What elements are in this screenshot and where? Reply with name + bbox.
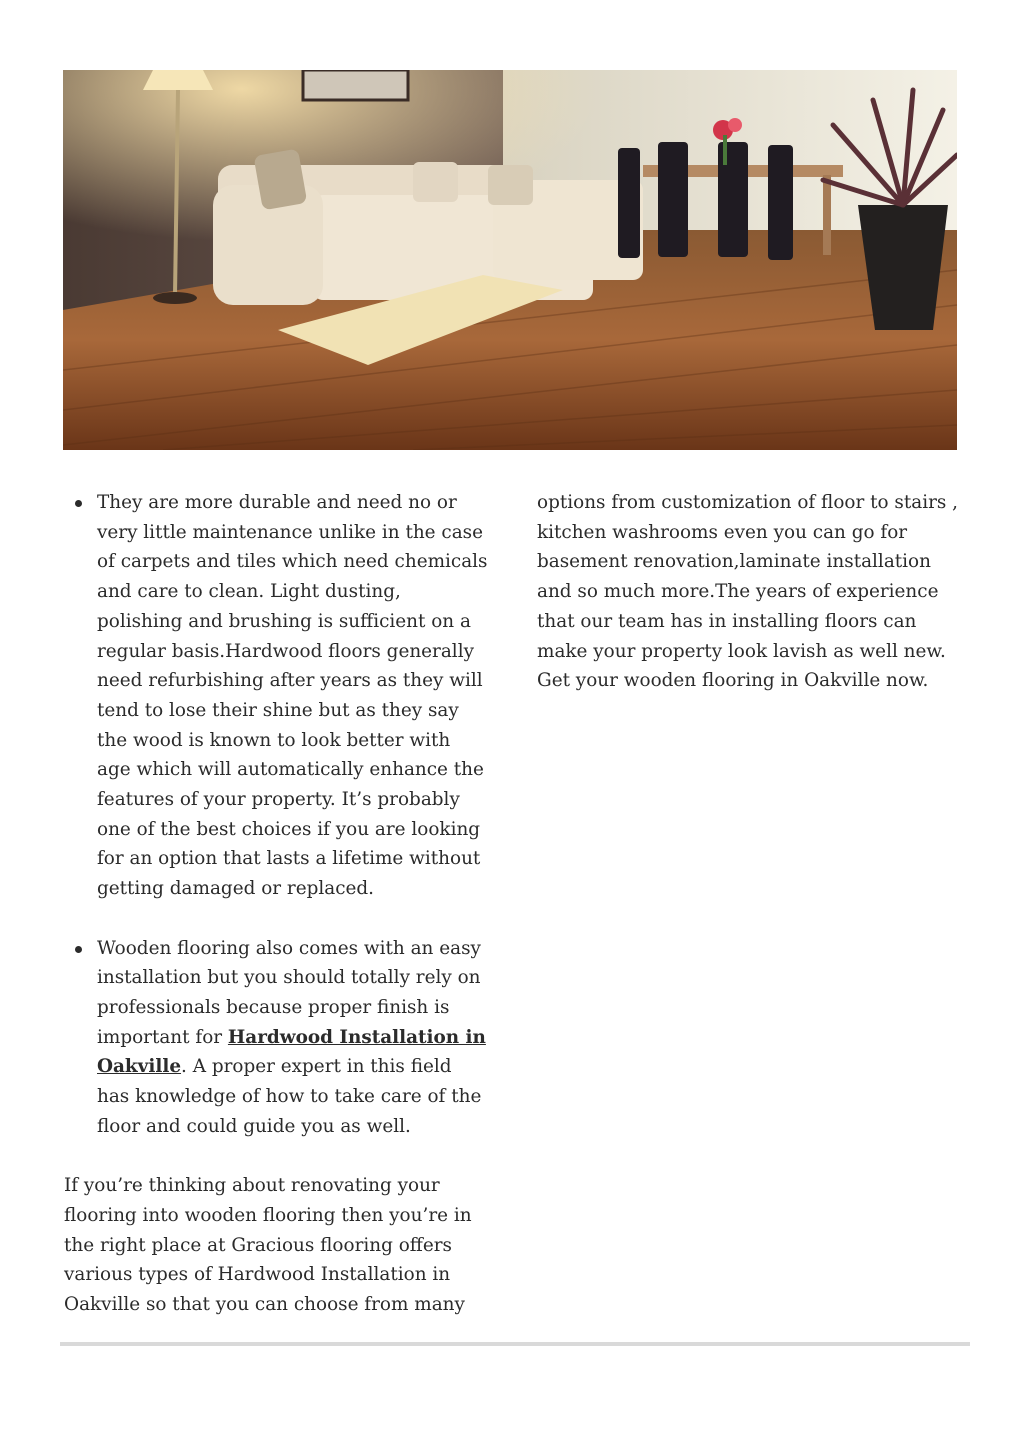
bullet-text-installation: Wooden flooring also comes with an easy installation but you should totally rely on professionals because proper finish is important for bbox=[97, 937, 481, 1048]
right-column bbox=[537, 488, 962, 696]
hardwood-installation-link[interactable]: Hardwood Installation in Oakville bbox=[97, 1026, 486, 1078]
renovation-paragraph: If you’re thinking about renovating your flooring into wooden flooring then you’re in the right place at Gracious flooring offers various types of Hardwood Installation in Oakville so that you can choose from many bbox=[64, 1175, 472, 1315]
living-room-photo bbox=[63, 70, 957, 450]
renovation-paragraph-continued: options from customization of floor to stairs , kitchen washrooms even you can go for basement renovation,laminate installation and so much more.The years of experience that our team has in installing floors can make your property look lavish as well new. Get your wooden flooring in Oakville now. bbox=[537, 492, 959, 692]
bullet-text-installation-cont: . A proper expert in this field has knowledge of how to take care of the floor and could guide you as well. bbox=[97, 1056, 482, 1137]
list-item bbox=[97, 934, 489, 1142]
left-column bbox=[64, 488, 489, 1320]
list-item bbox=[97, 488, 489, 904]
page-divider bbox=[60, 1342, 970, 1346]
benefits-list bbox=[64, 488, 489, 1141]
bullet-text-durability: They are more durable and need no or very little maintenance unlike in the case of carpets and tiles which need chemicals and care to clean. Light dusting, polishing and brushing is sufficient on a regular basis.Hardwood floors generally need refurbishing after years as they will tend to lose their shine but as they say the wood is known to look better with age which will automatically enhance the features of your property. It’s probably one of the best choices if you are looking for an option that lasts a lifetime without getting damaged or replaced. bbox=[97, 492, 488, 900]
